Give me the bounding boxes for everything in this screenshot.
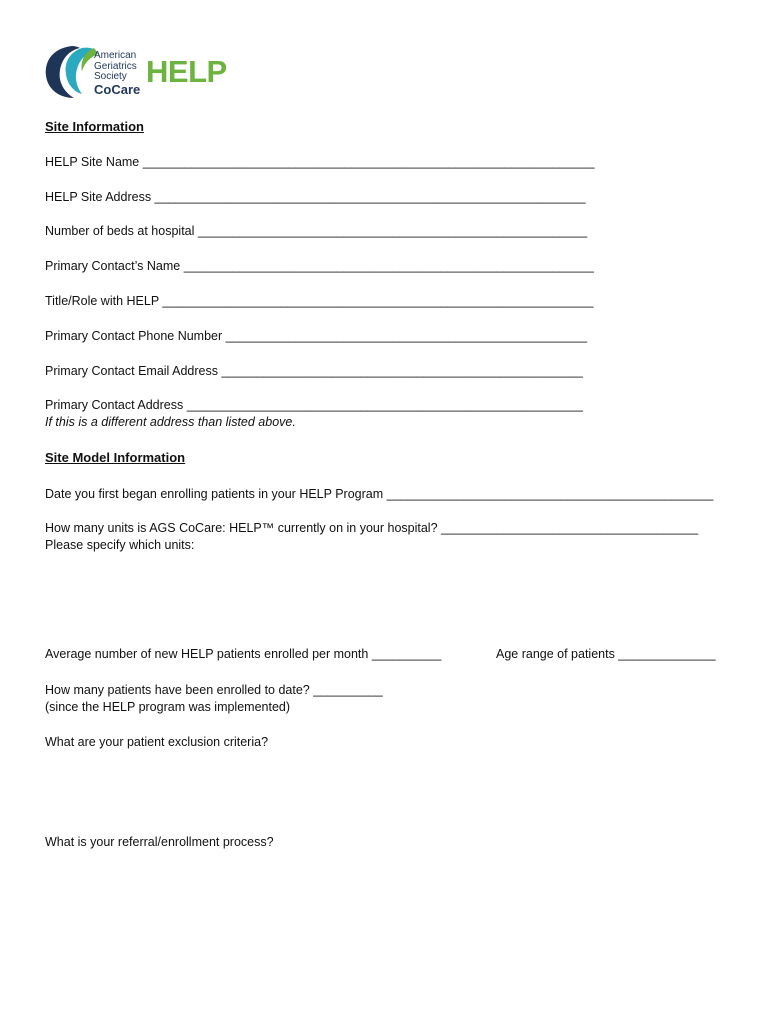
field-units-count[interactable]: How many units is AGS CoCare: HELP™ currently on in your hospital? _____________________________________ — [45, 521, 699, 535]
field-primary-contact-address[interactable]: Primary Contact Address _________________________________________________________ — [45, 398, 583, 412]
logo-line-cocare: CoCare — [94, 81, 141, 97]
field-enrolled-to-date[interactable]: How many patients have been enrolled to date? __________ — [45, 683, 383, 697]
logo-wordmark — [94, 51, 154, 97]
logo-swoosh-icon — [42, 42, 102, 102]
field-primary-contact-email[interactable]: Primary Contact Email Address ____________________________________________________ — [45, 364, 583, 378]
field-help-site-name[interactable]: HELP Site Name _________________________________________________________________ — [45, 155, 595, 169]
site-model-heading: Site Model Information — [45, 450, 186, 465]
site-information-heading: Site Information — [45, 119, 144, 134]
field-primary-contact-name[interactable]: Primary Contact’s Name ___________________________________________________________ — [45, 259, 594, 273]
units-specify-label: Please specify which units: — [45, 538, 195, 552]
logo-line-american: American — [94, 50, 137, 61]
field-avg-new-patients[interactable]: Average number of new HELP patients enrolled per month __________ — [45, 647, 442, 661]
field-first-enroll-date[interactable]: Date you first began enrolling patients in your HELP Program _______________________________________________ — [45, 487, 714, 501]
field-primary-contact-phone[interactable]: Primary Contact Phone Number ____________________________________________________ — [45, 329, 588, 343]
field-title-role[interactable]: Title/Role with HELP ______________________________________________________________ — [45, 294, 594, 308]
address-note: If this is a different address than listed above. — [45, 415, 296, 429]
field-number-of-beds[interactable]: Number of beds at hospital ________________________________________________________ — [45, 224, 588, 238]
field-help-site-address[interactable]: HELP Site Address ______________________________________________________________ — [45, 190, 586, 204]
ags-cocare-help-logo — [42, 42, 232, 102]
logo-line-society: Society — [94, 71, 127, 82]
question-referral-process: What is your referral/enrollment process? — [45, 835, 274, 849]
logo-help-text: HELP — [146, 54, 227, 89]
question-exclusion-criteria: What are your patient exclusion criteria? — [45, 735, 269, 749]
logo-line-geriatrics: Geriatrics — [94, 60, 137, 72]
field-age-range[interactable]: Age range of patients ______________ — [496, 647, 716, 661]
enrolled-note: (since the HELP program was implemented) — [45, 700, 291, 714]
